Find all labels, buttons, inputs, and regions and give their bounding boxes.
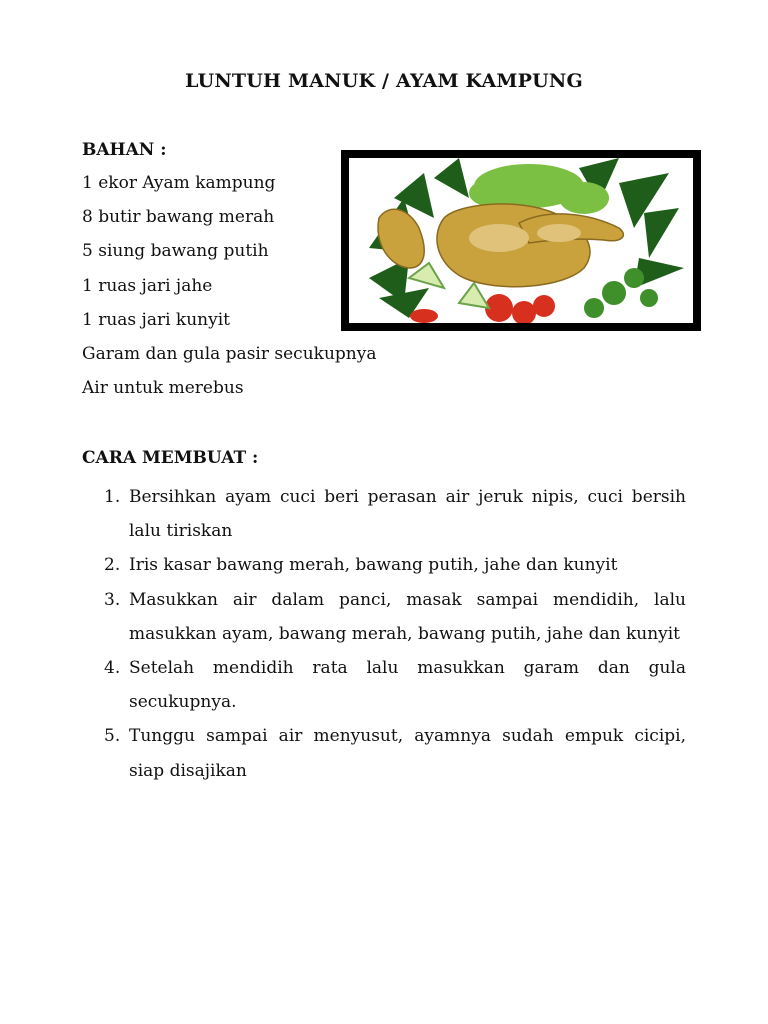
step-number: 2. [104, 555, 121, 576]
ingredient-item: 8 butir bawang merah [82, 207, 275, 228]
method-step [82, 651, 686, 719]
chicken-dish-illustration [349, 158, 693, 323]
ingredient-item: Garam dan gula pasir secukupnya [82, 343, 377, 364]
step-number: 5. [104, 726, 121, 747]
ingredient-item: 5 siung bawang putih [82, 241, 269, 262]
ingredient-item: 1 ruas jari kunyit [82, 309, 231, 330]
step-text: Iris kasar bawang merah, bawang putih, jahe dan kunyit [129, 555, 618, 576]
step-number: 1. [104, 487, 121, 507]
step-text: Masukkan air dalam panci, masak sampai mendidih, lalu masukkan ayam, bawang merah, bawang putih, jahe dan kunyit [129, 589, 686, 644]
method-steps [82, 480, 686, 788]
method-step [82, 548, 686, 582]
ingredient-item: Air untuk merebus [82, 378, 244, 399]
step-text: Tunggu sampai air menyusut, ayamnya sudah empuk cicipi, siap disajikan [129, 726, 686, 781]
method-step [82, 480, 686, 548]
method-step [82, 583, 686, 651]
step-number: 3. [104, 589, 121, 610]
step-text: Bersihkan ayam cuci beri perasan air jeruk nipis, cuci bersih lalu tiriskan [129, 487, 686, 542]
dish-photo [341, 150, 701, 331]
method-heading: CARA MEMBUAT : [82, 448, 259, 468]
ingredient-item: 1 ekor Ayam kampung [82, 173, 276, 193]
step-text: Setelah mendidih rata lalu masukkan garam dan gula secukupnya. [129, 658, 686, 713]
ingredients-heading: BAHAN : [82, 140, 167, 160]
ingredient-item: 1 ruas jari jahe [82, 275, 213, 296]
method-step [82, 719, 686, 787]
recipe-title: LUNTUH MANUK / AYAM KAMPUNG [185, 70, 583, 92]
ingredients-list [82, 172, 376, 411]
step-number: 4. [104, 658, 121, 679]
